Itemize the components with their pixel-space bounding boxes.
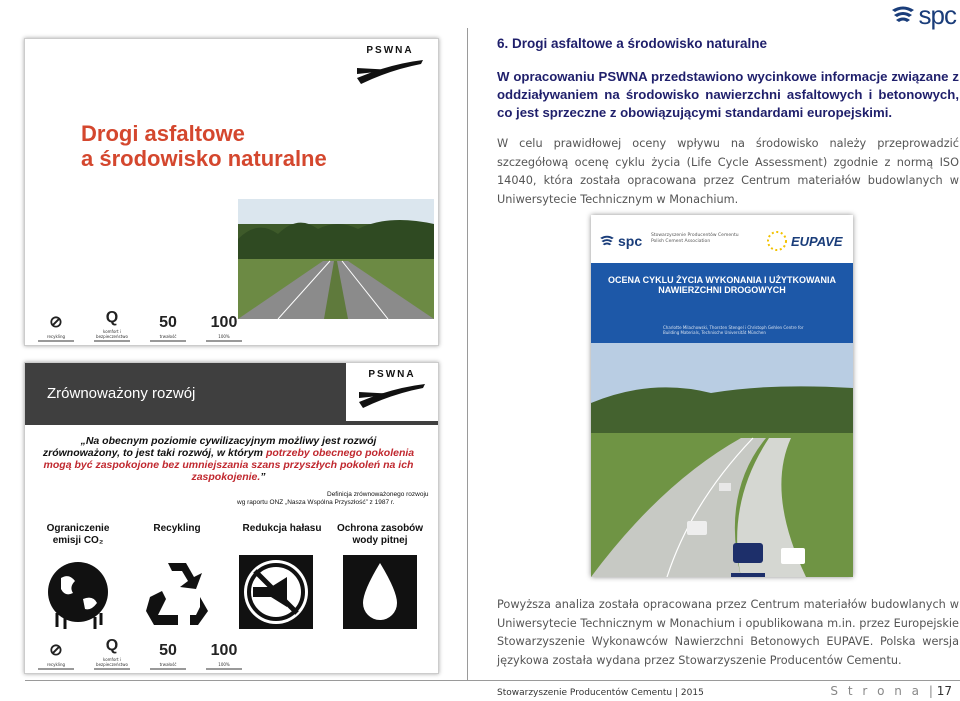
slide1-title-line2: a środowisko naturalne <box>81 146 327 171</box>
pswna-swoosh-icon <box>355 56 425 86</box>
quote-end: ” <box>260 471 266 483</box>
water-drop-icon <box>341 553 419 631</box>
body-paragraph-1: W celu prawidłowej oceny wpływu na środowisko należy przeprowadzić szczegółową ocenę cyklu życia (Life Cycle Assessment) zgodnie z normą ISO 14040, która została opracowana przez Centrum materiałów budowlanych w Uniwersytecie Technicznym w Monachium. <box>497 137 959 206</box>
recycle-icon: ⊘ <box>49 314 63 331</box>
badge-caption: komfort i bezpieczeństwo <box>96 329 128 339</box>
recycle-icon: ⊘ <box>49 642 63 659</box>
badge-bar <box>94 668 130 670</box>
badge-bar <box>150 340 186 342</box>
badge-comfort <box>91 635 133 670</box>
pswna-logo-text: PSWNA <box>368 369 416 380</box>
publication-cover <box>591 215 853 577</box>
section-title: 6. Drogi asfaltowe a środowisko naturalne <box>497 36 768 51</box>
quote-text: „Na obecnym poziomie cywilizacyjnym możliwy jest rozwój zrównoważony, to jest taki rozwój, w którym <box>42 435 377 459</box>
pswna-logo-text: PSWNA <box>366 45 414 56</box>
badge-caption: 100% <box>218 334 230 339</box>
comfort-icon: Q <box>105 637 119 654</box>
badge-caption: trwałość <box>159 334 177 339</box>
eupave-text: EUPAVE <box>791 233 843 249</box>
quote-highlight: potrzeby obecnego pokolenia mogą być zaspokojone bez umniejszania szans przyszłych pokoleń na ich zaspokojenie. <box>43 447 415 483</box>
badge-caption: trwałość <box>159 662 177 667</box>
cover-title: OCENA CYKLU ŻYCIA WYKONANIA I UŻYTKOWANIA NAWIERZCHNI DROGOWYCH <box>608 275 836 295</box>
cover-authors: Charlotte Milachowski, Thorsten Stengel i Christoph Gehlen Centre for Building Materials, Technische Universität München <box>663 325 804 335</box>
badge-durability <box>147 312 189 342</box>
cover-spc-text: spc <box>618 233 643 249</box>
50-icon: 50 <box>159 314 177 331</box>
badge-comfort <box>91 307 133 342</box>
cover-spc-logo <box>599 233 642 249</box>
quote-source-line1: Definicja zrównoważonego rozwoju <box>327 491 429 498</box>
spc-logo-icon <box>890 4 916 26</box>
badge-bar <box>150 668 186 670</box>
eupave-logo <box>767 231 843 251</box>
100-icon: 100 <box>210 314 238 331</box>
spc-logo-icon <box>599 234 615 248</box>
category-co2-label: Ograniczenie emisji CO₂ <box>46 523 110 546</box>
spc-logo <box>890 0 956 30</box>
slide1-title <box>81 121 327 171</box>
comfort-icon: Q <box>105 309 119 326</box>
pswna-logo <box>357 369 427 410</box>
badge-caption: 100% <box>218 662 230 667</box>
slide2-badges <box>35 635 245 670</box>
slide-drogi-asfaltowe <box>24 38 439 346</box>
badge-caption: komfort i bezpieczeństwo <box>96 657 128 667</box>
quote-source <box>237 491 429 507</box>
category-noise-label: Redukcja hałasu <box>242 523 322 534</box>
badge-bar <box>94 340 130 342</box>
badge-recycling <box>35 312 77 342</box>
50-icon: 50 <box>159 642 177 659</box>
badge-bar <box>206 668 242 670</box>
column-divider <box>467 28 468 680</box>
footer-publisher: Stowarzyszenie Producentów Cementu | 2015 <box>497 688 704 698</box>
lead-paragraph: W opracowaniu PSWNA przedstawiono wycinkowe informacje związane z oddziaływaniem na środowisko nawierzchni asfaltowych i betonowych, co jest sprzeczne z obowiązującymi standardami europejskimi. <box>497 69 959 120</box>
page-label: S t r o n a <box>830 684 923 698</box>
badge-caption: recykling <box>46 662 66 667</box>
cover-association: Stowarzyszenie Producentów Cementu Polish Cement Association <box>651 233 739 244</box>
category-water-label: Ochrona zasobów wody pitnej <box>336 523 424 546</box>
badge-bar <box>206 340 242 342</box>
100-icon: 100 <box>210 642 238 659</box>
slide1-badges <box>35 307 245 342</box>
badge-recycling <box>35 640 77 670</box>
badge-100 <box>203 312 245 342</box>
badge-durability <box>147 640 189 670</box>
spc-logo-text: spc <box>918 0 956 30</box>
badge-caption: recykling <box>46 334 66 339</box>
slide1-title-line1: Drogi asfaltowe <box>81 121 245 146</box>
badge-bar <box>38 340 74 342</box>
pswna-logo <box>355 45 425 86</box>
recycling-icon <box>138 553 216 631</box>
badge-100 <box>203 640 245 670</box>
body-paragraph-2: Powyższa analiza została opracowana przez Centrum materiałów budowlanych w Uniwersytecie Technicznym w Monachium i opublikowana m.in. przez Europejskie Stowarzyszenie Wykonawców Nawierzchni Betonowych EUPAVE. Polska wersja językowa została wydana przez Stowarzyszenie Producentów Cementu. <box>497 598 959 667</box>
pswna-swoosh-icon <box>357 380 427 410</box>
page-number: S t r o n a | 17 <box>830 684 952 698</box>
sustainability-quote <box>41 435 416 483</box>
category-recycling-label: Recykling <box>153 523 201 534</box>
highway-photo <box>238 199 434 319</box>
noise-icon <box>237 553 315 631</box>
footer-divider <box>25 680 960 681</box>
badge-bar <box>38 668 74 670</box>
slide-zrownowazony-rozwoj <box>24 362 439 674</box>
page-number-value: 17 <box>936 684 952 698</box>
eu-stars-icon <box>767 231 787 251</box>
concrete-road-photo <box>591 343 853 577</box>
quote-source-line2: wg raportu ONZ „Nasza Wspólna Przyszłość” z 1987 r. <box>237 499 395 506</box>
earth-icon <box>39 553 117 631</box>
slide2-title: Zrównoważony rozwój <box>47 385 196 402</box>
